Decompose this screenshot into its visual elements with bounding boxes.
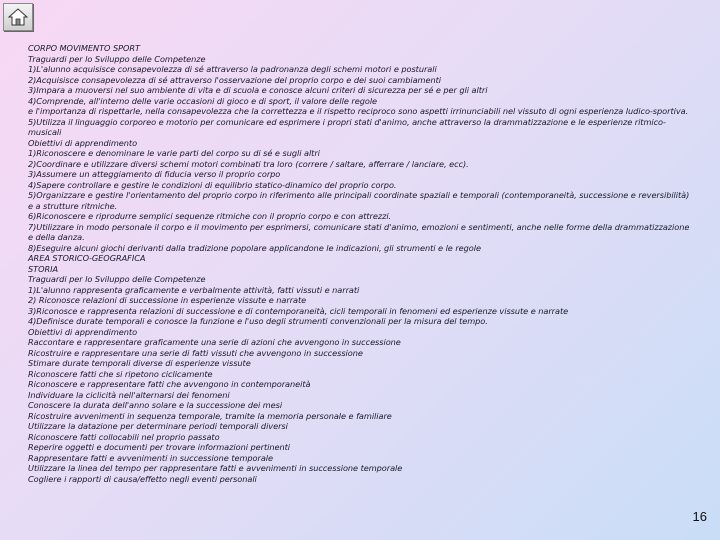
text-line: Ricostruire avvenimenti in sequenza temporale, tramite la memoria personale e familiare [28,410,392,421]
text-line: 5)Organizzare e gestire l'orientamento del proprio corpo in riferimento alle principali coordinate spaziali e temporali (contemporaneità, successione e reversibilità) e a strutture ritmiche. [28,190,690,211]
text-line: Obiettivi di apprendimento [28,137,138,148]
text-line: 2)Coordinare e utilizzare diversi schemi motori combinati tra loro (correre / saltare, afferrare / lanciare, ecc). [28,158,469,169]
text-line: Ricostruire e rappresentare una serie di fatti vissuti che avvengono in successione [28,347,363,358]
text-line: 4)Definisce durate temporali e conosce la funzione e l'uso degli strumenti convenzionali per la misura del tempo. [28,316,488,326]
text-line: 1)L'alunno acquisisce consapevolezza di sé attraverso la padronanza degli schemi motori e posturali [28,64,437,74]
text-line: Traguardi per lo Sviluppo delle Competenze [28,53,206,64]
text-line: Riconoscere fatti che si ripetono ciclicamente [28,368,213,379]
text-line: Raccontare e rappresentare graficamente una serie di azioni che avvengono in successione [28,337,401,347]
text-line: STORIA [28,263,59,274]
text-line: 5)Utilizza il linguaggio corporeo e motorio per comunicare ed esprimere i propri stati d'animo, anche attraverso la drammatizzazione e le esperienze ritmico-musicali [28,116,666,137]
text-line: 8)Eseguire alcuni giochi derivanti dalla tradizione popolare applicandone le indicazioni, gli strumenti e le regole [28,242,481,253]
text-line: CORPO MOVIMENTO SPORT [28,43,140,53]
text-line: Traguardi per lo Sviluppo delle Competenze [28,274,206,284]
text-line: 3)Assumere un atteggiamento di fiducia verso il proprio corpo [28,169,281,179]
text-line: 1)Riconoscere e denominare le varie parti del corpo su di sé e sugli altri [28,148,320,158]
text-line: Cogliere i rapporti di causa/effetto negli eventi personali [28,473,257,484]
text-line: Reperire oggetti e documenti per trovare informazioni pertinenti [28,442,290,452]
home-icon [8,8,28,26]
text-line: Riconoscere e rappresentare fatti che avvengono in contemporaneità [28,379,311,389]
text-line: 4)Comprende, all'interno delle varie occasioni di gioco e di sport, il valore delle regole [28,95,378,106]
home-button[interactable] [3,3,33,31]
text-line: Utilizzare la linea del tempo per rappresentare fatti e avvenimenti in successione temporale [28,463,403,473]
text-line: AREA STORICO-GEOGRAFICA [28,253,146,263]
page-number: 16 [692,509,707,524]
text-line: 6)Riconoscere e riprodurre semplici sequenze ritmiche con il proprio corpo e con attrezzi. [28,211,392,221]
text-line: Stimare durate temporali diverse di esperienze vissute [28,358,251,368]
text-line: Riconoscere fatti collocabili nel proprio passato [28,431,220,442]
text-line: Individuare la ciclicità nell'alternarsi dei fenomeni [28,389,230,400]
text-line: 3)Riconosce e rappresenta relazioni di successione e di contemporaneità, cicli temporali in fenomeni ed esperienze vissute e narrate [28,305,569,316]
text-line: 3)Impara a muoversi nel suo ambiente di vita e di scuola e conosce alcuni criteri di sicurezza per sé e per gli altri [28,85,488,95]
text-line: 2) Riconosce relazioni di successione in esperienze vissute e narrate [28,295,307,305]
text-line: 2)Acquisisce consapevolezza di sé attraverso l'osservazione del proprio corpo e dei suoi cambiamenti [28,74,441,85]
text-line: Rappresentare fatti e avvenimenti in successione temporale [28,452,273,463]
text-line: Utilizzare la datazione per determinare periodi temporali diversi [28,421,288,431]
text-line: e l'importanza di rispettarle, nella consapevolezza che la correttezza e il rispetto reciproco sono aspetti irrinunciabili nel vissuto di ogni esperienza ludico-sportiva. [28,106,689,116]
text-line: Obiettivi di apprendimento [28,326,138,337]
text-line: 7)Utilizzare in modo personale il corpo e il movimento per esprimersi, comunicare stati d'animo, emozioni e sentimenti, anche nelle forme della drammatizzazione e della danza. [28,221,690,242]
document-text [28,43,690,484]
text-line: 1)L'alunno rappresenta graficamente e verbalmente attività, fatti vissuti e narrati [28,284,360,295]
text-line: Conoscere la durata dell'anno solare e la successione dei mesi [28,400,283,410]
text-line: 4)Sapere controllare e gestire le condizioni di equilibrio statico-dinamico del proprio corpo. [28,179,397,190]
